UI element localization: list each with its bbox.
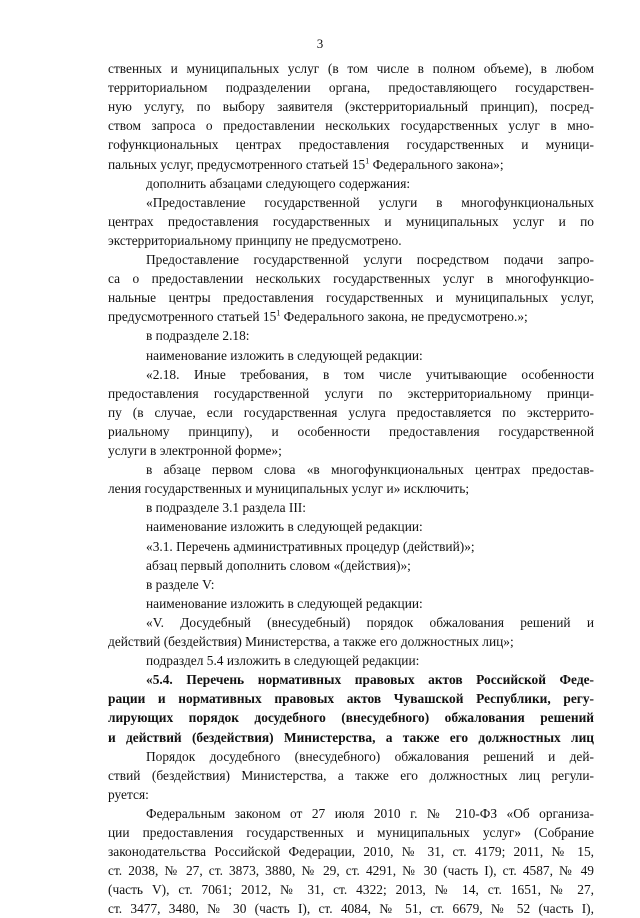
text-line-content: ную услугу, по выбору заявителя (экстерриториальный принцип), посред- — [108, 99, 594, 115]
text-line-content: «3.1. Перечень административных процедур (действий)»; — [146, 538, 475, 554]
text-line-content: экстерриториальному принципу не предусмотрено. — [108, 232, 402, 248]
text-line — [108, 289, 594, 307]
text-line — [108, 709, 594, 727]
text-line-content: и действий (бездействия) Министерства, а также его должностных лиц — [108, 729, 594, 745]
text-line — [108, 156, 594, 174]
text-line — [146, 175, 594, 193]
text-line — [146, 671, 594, 689]
text-line — [146, 595, 594, 613]
text-line — [146, 499, 594, 517]
text-line — [108, 385, 594, 403]
text-line — [146, 538, 594, 556]
page-number: 3 — [316, 36, 324, 51]
text-line-content: ст. 2038, № 27, ст. 3873, 3880, № 29, ст. 4291, № 30 (часть I), ст. 4587, № 49 — [108, 863, 594, 879]
text-line-content: предоставления государственной услуги по экстерриториальному принци- — [108, 385, 594, 401]
text-line-content: пу (в случае, если государственная услуга предоставляется по экстеррито- — [108, 404, 594, 420]
text-line-content: Федеральным законом от 27 июля 2010 г. № 210-ФЗ «Об организа- — [146, 805, 594, 821]
text-line-content: ции предоставления государственных и муниципальных услуг» (Собрание — [108, 825, 594, 840]
text-line — [146, 652, 594, 670]
text-line-content: в подразделе 2.18: — [146, 328, 250, 344]
text-line — [108, 442, 594, 460]
text-line-content: ственных и муниципальных услуг (в том числе в полном объеме), в любом — [108, 61, 594, 76]
text-line-content: в разделе V: — [146, 576, 215, 592]
text-line-content: предусмотренного статьей 15 — [108, 309, 277, 325]
text-line-tail: Федерального закона»; — [369, 156, 504, 172]
text-line — [146, 251, 594, 269]
text-line — [146, 557, 594, 575]
text-line-content: ления государственных и муниципальных услуг и» исключить; — [108, 481, 470, 497]
text-line-content: ствий (бездействия) Министерства, а также его должностных лиц регули- — [108, 767, 594, 783]
superscript: 1 — [276, 308, 281, 318]
text-line-content: подраздел 5.4 изложить в следующей редакции: — [146, 653, 420, 669]
text-line — [146, 461, 594, 479]
text-line-content: действий (бездействия) Министерства, а также его должностных лиц»; — [108, 634, 514, 649]
text-line — [108, 117, 594, 135]
superscript: 1 — [365, 156, 370, 166]
text-line-content: гофункциональных центрах предоставления государственных и муници- — [108, 137, 594, 153]
text-line-content: наименование изложить в следующей редакции: — [146, 519, 423, 535]
text-line-content: (часть V), ст. 7061; 2012, № 31, ст. 4322; 2013, № 14, ст. 1651, № 27, — [108, 882, 594, 898]
text-line-content: лирующих порядок досудебного (внесудебного) обжалования решений — [108, 710, 594, 726]
text-line-content: Предоставление государственной услуги посредством подачи запро- — [146, 252, 594, 267]
text-line — [146, 518, 594, 536]
text-line — [108, 136, 594, 154]
text-line — [108, 98, 594, 116]
text-line — [108, 480, 594, 498]
text-line-content: центрах предоставления государственных и муниципальных услуг и по — [108, 213, 594, 229]
text-line — [146, 366, 594, 384]
text-line-content: «2.18. Иные требования, в том числе учитывающие особенности — [146, 366, 594, 382]
text-line-content: «5.4. Перечень нормативных правовых актов Российской Феде- — [146, 672, 594, 688]
text-line — [108, 824, 594, 842]
text-line-content: руется: — [108, 786, 149, 802]
text-line-content: Порядок досудебного (внесудебного) обжалования решений и дей- — [146, 748, 594, 764]
text-line — [108, 213, 594, 231]
text-line — [108, 862, 594, 880]
text-line-content: риальному принципу), и особенности предоставления государственной — [108, 423, 594, 439]
text-line-content: дополнить абзацами следующего содержания: — [146, 175, 411, 191]
text-line-content: рации и нормативных правовых актов Чувашской Республики, регу- — [108, 691, 594, 707]
text-line — [146, 576, 594, 594]
text-line-content: абзац первый дополнить словом «(действия)»; — [146, 557, 411, 573]
text-line — [108, 633, 594, 651]
text-line-content: «V. Досудебный (внесудебный) порядок обжалования решений и — [146, 614, 594, 630]
text-line — [108, 79, 594, 97]
text-line — [108, 270, 594, 288]
text-line — [108, 690, 594, 708]
text-line — [108, 60, 594, 78]
text-line — [108, 881, 594, 899]
text-line-content: ст. 3477, 3480, № 30 (часть I), ст. 4084, № 51, ст. 6679, № 52 (часть I), — [108, 901, 594, 917]
text-line — [108, 843, 594, 861]
text-line — [146, 614, 594, 632]
text-line-content: наименование изложить в следующей редакции: — [146, 347, 423, 363]
text-line — [108, 729, 594, 747]
text-line — [146, 327, 594, 345]
text-line — [108, 900, 594, 918]
text-line — [108, 767, 594, 785]
text-line-content: пальных услуг, предусмотренного статьей 15 — [108, 156, 366, 172]
text-line-content: са о предоставлении нескольких государственных услуг в многофункцио- — [108, 271, 594, 287]
text-line-content: услуги в электронной форме»; — [108, 443, 282, 458]
text-line-content: в подразделе 3.1 раздела III: — [146, 500, 306, 516]
text-line — [108, 232, 594, 250]
text-line — [146, 194, 594, 212]
text-line — [146, 748, 594, 766]
text-line-content: ством запроса о предоставлении нескольких государственных услуг в мно- — [108, 118, 594, 134]
text-line — [146, 347, 594, 365]
text-line-content: нальные центры предоставления государственных и муниципальных услуг, — [108, 290, 594, 306]
text-line-content: законодательства Российской Федерации, 2010, № 31, ст. 4179; 2011, № 15, — [108, 844, 594, 860]
text-line — [108, 404, 594, 422]
text-line-tail: Федерального закона, не предусмотрено.»; — [280, 309, 528, 325]
text-line-content: наименование изложить в следующей редакции: — [146, 595, 423, 611]
text-line — [146, 805, 594, 823]
text-line-content: «Предоставление государственной услуги в многофункциональных — [146, 194, 594, 210]
text-line-content: территориальном подразделении органа, предоставляющего государствен- — [108, 80, 594, 96]
text-line — [108, 786, 594, 804]
text-line-content: в абзаце первом слова «в многофункциональных центрах предостав- — [146, 462, 594, 478]
text-line — [108, 423, 594, 441]
text-line — [108, 308, 594, 326]
